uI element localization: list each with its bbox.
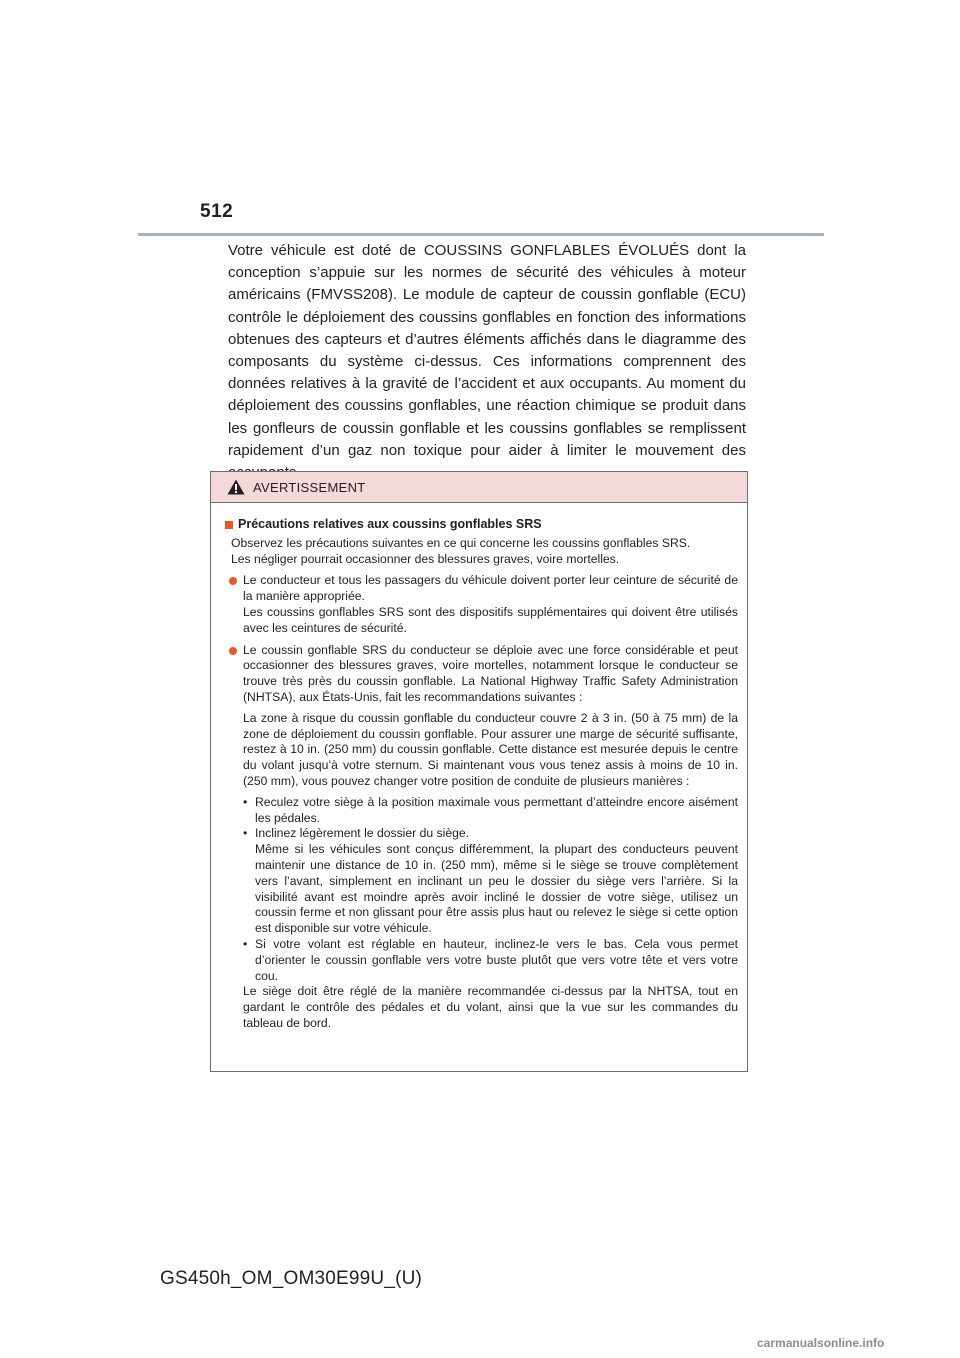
point-text: Le coussin gonflable SRS du conducteur se déploie avec une force considérable et peut occasionner des blessures graves, voire mortelles, notamment lorsque le conducteur se trouve très près du coussin gonflable. La National Highway Traffic Safety Administration (NHTSA), aux États-Unis, fait les recommandations suivantes : — [243, 642, 738, 704]
intro-paragraph: Votre véhicule est doté de COUSSINS GONFLABLES ÉVOLUÉS dont la conception s’appuie sur les normes de sécurité des véhicules à moteur américains (FMVSS208). Le module de capteur de coussin gonflable (ECU) contrôle le déploiement des coussins gonflables en fonction des informations obtenues des capteurs et d’autres éléments affichés dans le diagramme des composants du système ci-dessus. Ces informations comprennent des données relatives à la gravité de l’accident et aux occupants. Au moment du déploiement des coussins gonflables, une réaction chimique se produit dans les gonfleurs de coussin gonflable et les coussins gonflables se remplissent rapidement d’un gaz non toxique pour aider à limiter le mouvement des — [228, 242, 746, 459]
dot-bullet: • — [243, 936, 248, 951]
section-intro-2: Les négliger pourrait occasionner des blessures graves, voire mortelles. — [231, 551, 620, 566]
point-text: Les coussins gonflables SRS sont des dispositifs supplémentaires qui doivent être utilisés avec les ceintures de sécurité. — [243, 604, 738, 635]
header-rule — [138, 233, 824, 236]
list-item-text: Même si les véhicules sont conçus différemment, la plupart des conducteurs peuvent maintenir une distance de 10 in. (250 mm), même si le siège se trouve complètement vers l’avant, simplement en inclinant un peu le dossier du siège vers l’arrière. Si la visibilité avant est moindre après avoir incliné le dossier de votre siège, utilisez un coussin ferme et non glissant pour être assis plus haut ou relevez le siège si cette option est disponible sur votre véhicule. — [255, 842, 738, 936]
point-text: Le conducteur et tous les passagers du véhicule doivent porter leur ceinture de sécurité de la manière appropriée. — [243, 573, 738, 604]
warning-triangle-icon — [227, 479, 245, 495]
list-item-text: Reculez votre siège à la position maximale vous permettant d’atteindre encore aisément les pédales. — [255, 794, 738, 825]
square-bullet-icon — [225, 521, 233, 529]
watermark: carmanualsonline.info — [757, 1336, 885, 1350]
warning-header — [211, 472, 747, 503]
recommendation-list — [243, 795, 738, 985]
list-item — [243, 826, 738, 937]
dot-bullet: • — [243, 826, 248, 841]
section-intro-1: Observez les précautions suivantes en ce qui concerne les coussins gonflables SRS. — [231, 535, 691, 550]
round-bullet-icon — [229, 647, 237, 655]
warning-point — [229, 573, 738, 636]
warning-point — [229, 643, 738, 706]
section-title: Précautions relatives aux coussins gonflables SRS — [238, 517, 542, 531]
nhtsa-paragraph: La zone à risque du coussin gonflable du conducteur couvre 2 à 3 in. (50 à 75 mm) de la zone de déploiement du coussin gonflable. Pour assurer une marge de sécurité suffisante, restez à 10 in. (250 mm) du coussin gonflable. Cette distance est mesurée depuis le centre du volant jusqu’à votre sternum. Si maintenant vous vous tenez assis à moins de 10 in. (250 mm), vous pouvez changer votre position de conduite de plusieurs manières : — [243, 710, 738, 788]
list-item — [243, 937, 738, 984]
dot-bullet: • — [243, 794, 248, 809]
round-bullet-icon — [229, 577, 237, 585]
document-code: GS450h_OM_OM30E99U_(U) — [160, 1268, 423, 1289]
closing-paragraph: Le siège doit être réglé de la manière recommandée ci-dessus par la NHTSA, tout en gardant le contrôle des pédales et du volant, ainsi que la vue sur les commandes du tableau de bord. — [243, 984, 738, 1030]
list-item-text: Inclinez légèrement le dossier du siège. — [255, 826, 470, 841]
page-number: 512 — [200, 201, 234, 222]
warning-body — [211, 503, 747, 1032]
section-heading — [225, 517, 738, 533]
list-item — [243, 795, 738, 827]
list-item-text: Si votre volant est réglable en hauteur, inclinez-le vers le bas. Cela vous permet d’orienter le coussin gonflable vers votre buste plutôt que vers votre tête et vers votre cou. — [255, 936, 738, 983]
warning-title: AVERTISSEMENT — [253, 479, 366, 495]
warning-box — [210, 471, 748, 1072]
